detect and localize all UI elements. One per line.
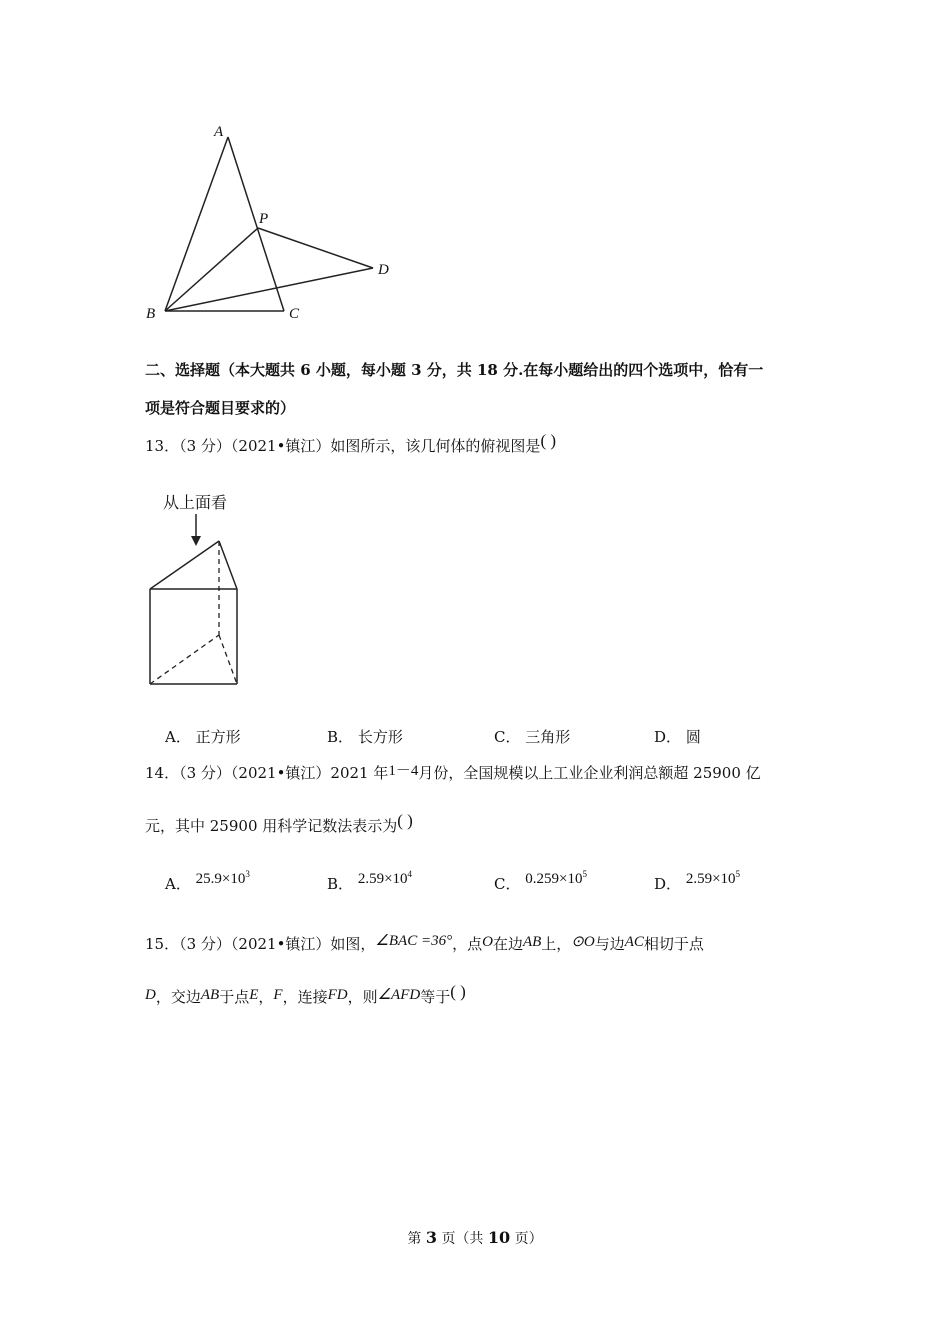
q13-option-a[interactable]: A． 正方形 [165, 728, 241, 746]
q15-stem-line2: D，交边AB于点E，F，连接FD，则∠AFD等于( ) [145, 982, 466, 1006]
page-footer: 第 3 页（共 10 页） [407, 1228, 543, 1247]
label-p: P [259, 211, 269, 227]
q14-option-c[interactable]: C． $0.259\times 10^5$ [494, 869, 587, 893]
q14-option-a[interactable]: A． $25.9\times 10^3$ [165, 869, 250, 893]
arrow-down-icon [191, 536, 201, 546]
q13-option-b[interactable]: B． 长方形 [327, 728, 403, 746]
q14-stem-line1: 14．（3 分）（2021•镇江）2021 年1－4月份，全国规模以上工业企业利润总额超 25900 亿 [145, 763, 761, 782]
page-total: 10 [487, 1228, 511, 1247]
q13-option-d[interactable]: D． 圆 [654, 728, 701, 746]
q14-option-b[interactable]: B． $2.59\times 10^4$ [327, 869, 413, 893]
q13-option-c[interactable]: C． 三角形 [494, 728, 571, 746]
q15-stem-line1: 15．（3 分）（2021•镇江）如图，∠BAC =36°，点O在边AB上，⊙O与边AC相切于点 [145, 933, 704, 953]
label-c: C [289, 306, 300, 322]
q14-option-d[interactable]: D． $2.59\times 10^5$ [654, 869, 741, 893]
q14-paren: ( ) [397, 811, 413, 830]
section-heading-line1: 二、选择题（本大题共 6 小题，每小题 3 分，共 18 分.在每小题给出的四个选项中，恰有一 [145, 361, 764, 379]
q13-paren: ( ) [540, 431, 557, 450]
label-a: A [214, 124, 224, 140]
page-number: 3 [425, 1228, 437, 1247]
q15-angle: ∠BAC =36° [375, 933, 453, 949]
section-heading-line2: 项是符合题目要求的） [145, 399, 296, 417]
label-b: B [146, 306, 156, 322]
q14-range: 1－4 [388, 763, 419, 779]
q13-text: 13．（3 分）（2021•镇江）如图所示，该几何体的俯视图是 [145, 437, 541, 455]
label-d: D [378, 262, 389, 278]
q14-stem-line2: 元，其中 25900 用科学记数法表示为( ) [145, 811, 413, 835]
q13-view-caption: 从上面看 [163, 493, 228, 512]
q15-paren: ( ) [450, 982, 466, 1001]
